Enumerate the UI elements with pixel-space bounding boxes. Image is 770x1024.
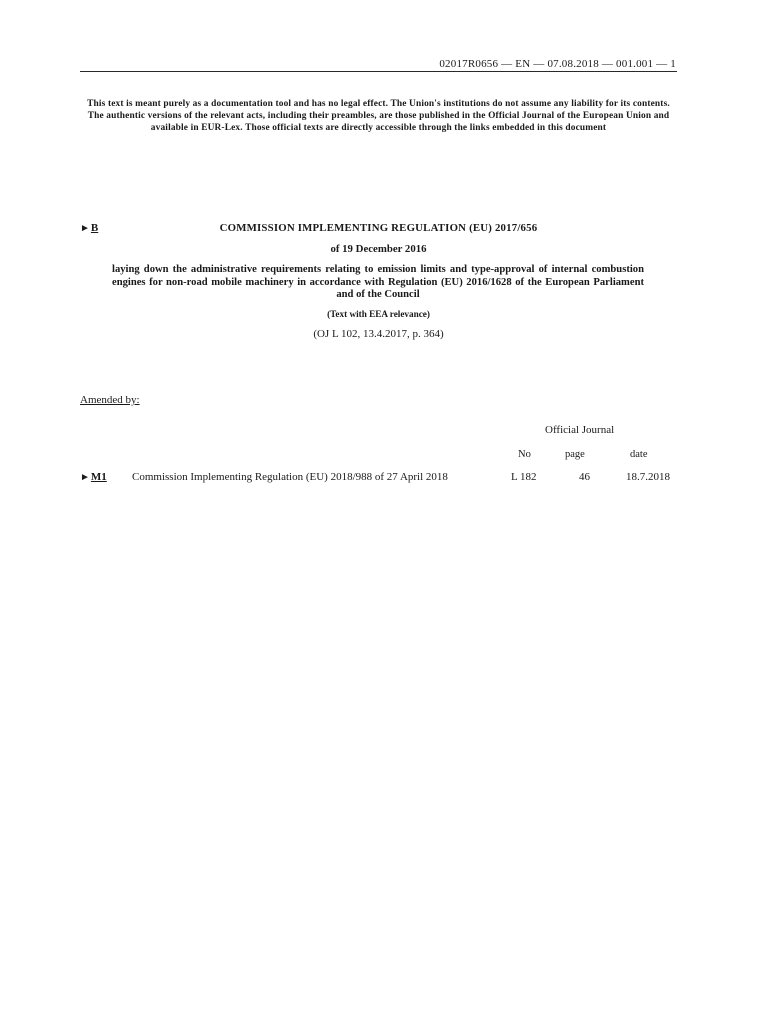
column-page: page — [565, 449, 585, 460]
amendment-row — [0, 471, 770, 485]
regulation-subject: laying down the administrative requirements relating to emission limits and type-approval of internal combustion engines for non-road mobile machinery in accordance with Regulation (EU) 2016/1628 of the European Parliament and of the Council — [112, 264, 644, 301]
document-reference: 02017R0656 — EN — 07.08.2018 — 001.001 — 1 — [439, 58, 676, 70]
amendment-oj-page: 46 — [579, 471, 590, 483]
eea-relevance: (Text with EEA relevance) — [327, 309, 430, 319]
marker-code-link[interactable]: B — [90, 222, 99, 234]
regulation-title: COMMISSION IMPLEMENTING REGULATION (EU) 2017/656 — [219, 222, 538, 234]
amendment-oj-date: 18.7.2018 — [626, 471, 670, 483]
arrow-right-icon: ► — [80, 223, 90, 234]
amendment-description: Commission Implementing Regulation (EU) 2018/988 of 27 April 2018 — [132, 471, 448, 483]
amendment-marker[interactable] — [80, 471, 107, 483]
marker-code-link[interactable]: M1 — [90, 471, 107, 483]
arrow-right-icon: ► — [80, 472, 90, 483]
amended-by-heading: Amended by: — [80, 394, 140, 406]
header-rule — [80, 71, 677, 72]
official-journal-header: Official Journal — [545, 424, 615, 436]
amendment-oj-number: L 182 — [511, 471, 537, 483]
legal-disclaimer: This text is meant purely as a documentation tool and has no legal effect. The Union's institutions do not assume any liability for its contents. The authentic versions of the relevant acts, including their preambles, are those published in the Official Journal of the European Union and available in EUR-Lex. Those official texts are directly accessible through the links embedded in this document — [87, 99, 670, 133]
column-date: date — [630, 449, 648, 460]
official-journal-reference: (OJ L 102, 13.4.2017, p. 364) — [313, 328, 444, 340]
column-no: No — [518, 449, 531, 460]
regulation-date: of 19 December 2016 — [330, 243, 427, 255]
